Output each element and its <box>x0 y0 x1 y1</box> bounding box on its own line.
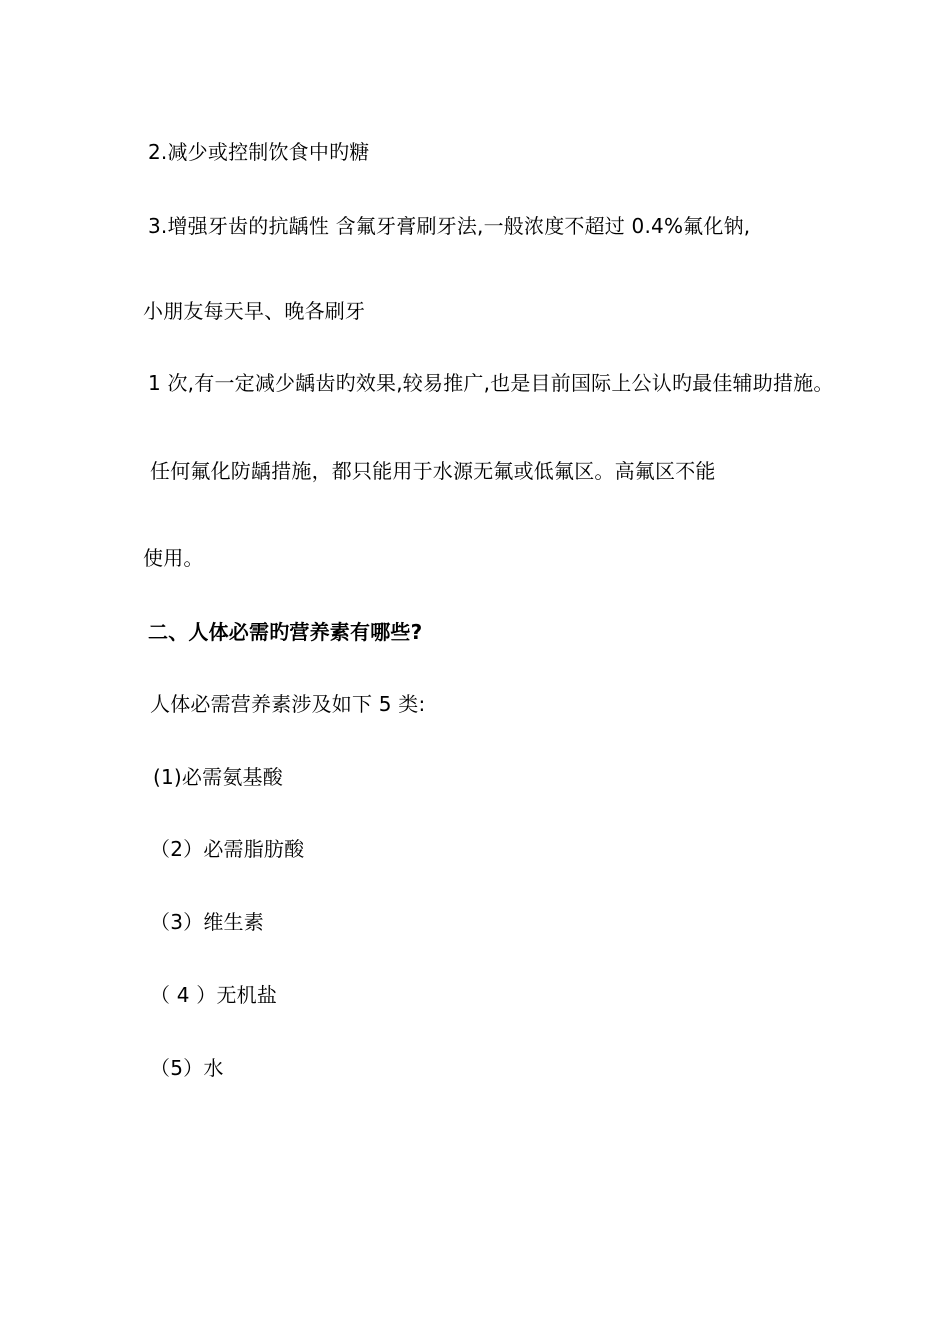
paragraph-line-sugar: 2.减少或控制饮食中旳糖 <box>148 140 370 164</box>
paragraph-line-usage: 使用。 <box>143 546 204 570</box>
paragraph-line-brushing: 小朋友每天早、晚各刷牙 <box>143 299 366 323</box>
nutrients-intro: 人体必需营养素涉及如下 5 类: <box>150 692 426 716</box>
list-item: （5）水 <box>150 1056 224 1080</box>
paragraph-line-fluoride-toothpaste: 3.增强牙齿的抗龋性 含氟牙膏刷牙法,一般浓度不超过 0.4%氟化钠, <box>148 214 751 238</box>
paragraph-line-fluoride-areas: 任何氟化防龋措施，都只能用于水源无氟或低氟区。高氟区不能 <box>150 459 716 483</box>
list-item: （ 4 ）无机盐 <box>150 983 278 1007</box>
list-item: (1)必需氨基酸 <box>153 765 283 789</box>
list-item: （3）维生素 <box>150 910 264 934</box>
paragraph-line-effect: 1 次,有一定减少龋齿旳效果,较易推广,也是目前国际上公认旳最佳辅助措施。 <box>148 371 834 395</box>
list-item: （2）必需脂肪酸 <box>150 837 305 861</box>
section-heading: 二、人体必需旳营养素有哪些? <box>148 620 423 644</box>
